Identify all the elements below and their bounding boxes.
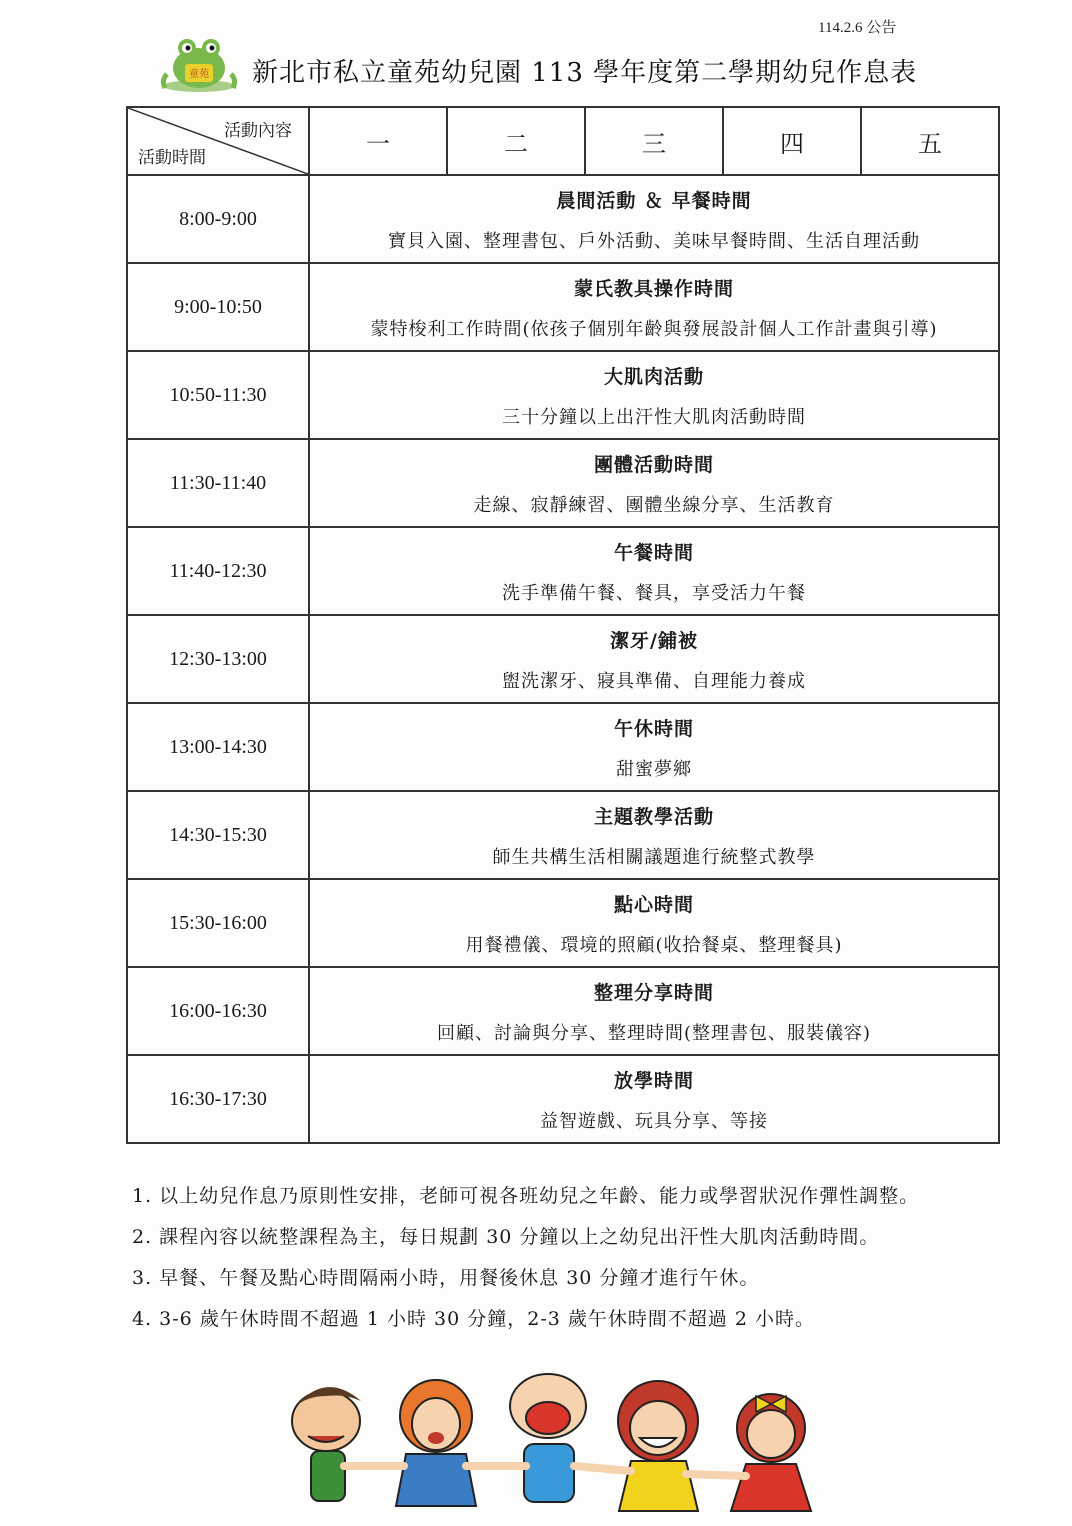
activity-cell [309, 703, 999, 791]
logo-text: 童苑 [189, 69, 209, 80]
day-header-mon: 一 [309, 107, 447, 175]
activity-cell [309, 879, 999, 967]
activity-desc: 蒙特梭利工作時間(依孩子個別年齡與發展設計個人工作計畫與引導) [370, 318, 938, 340]
time-cell: 8:00-9:00 [127, 175, 309, 263]
time-cell: 10:50-11:30 [127, 351, 309, 439]
activity-desc: 三十分鐘以上出汗性大肌肉活動時間 [502, 406, 806, 428]
table-row [127, 439, 999, 527]
time-cell: 14:30-15:30 [127, 791, 309, 879]
activity-cell [309, 1055, 999, 1143]
time-label: 活動時間 [138, 148, 206, 168]
table-row [127, 175, 999, 263]
activity-name: 大肌肉活動 [603, 365, 704, 388]
table-row [127, 351, 999, 439]
activity-name: 放學時間 [613, 1069, 694, 1092]
time-cell: 16:30-17:30 [127, 1055, 309, 1143]
activity-name: 晨間活動 ＆ 早餐時間 [556, 189, 752, 212]
time-cell: 16:00-16:30 [127, 967, 309, 1055]
activity-name: 主題教學活動 [593, 805, 714, 828]
table-header-row [127, 107, 999, 175]
day-header-thu: 四 [723, 107, 861, 175]
note-item: 4. 3-6 歲午休時間不超過 1 小時 30 分鐘，2-3 歲午休時間不超過 2 小時。 [132, 1308, 816, 1330]
table-row [127, 615, 999, 703]
content-label: 活動內容 [224, 121, 292, 141]
activity-desc: 走線、寂靜練習、團體坐線分享、生活教育 [473, 494, 835, 516]
activity-name: 潔牙/鋪被 [610, 629, 698, 652]
activity-desc: 甜蜜夢鄉 [616, 758, 692, 780]
note-item: 3. 早餐、午餐及點心時間隔兩小時，用餐後休息 30 分鐘才進行午休。 [132, 1267, 760, 1289]
activity-cell [309, 615, 999, 703]
table-row [127, 703, 999, 791]
activity-cell [309, 175, 999, 263]
children-holding-hands-illustration [286, 1366, 836, 1516]
table-row [127, 527, 999, 615]
table-row [127, 879, 999, 967]
notice-date: 114.2.6 公告 [818, 20, 897, 36]
time-cell: 12:30-13:00 [127, 615, 309, 703]
page-title: 新北市私立童苑幼兒園 113 學年度第二學期幼兒作息表 [252, 58, 918, 88]
activity-desc: 用餐禮儀、環境的照顧(收拾餐桌、整理餐具) [465, 934, 843, 956]
table-row [127, 791, 999, 879]
activity-cell [309, 263, 999, 351]
time-cell: 9:00-10:50 [127, 263, 309, 351]
note-item: 2. 課程內容以統整課程為主，每日規劃 30 分鐘以上之幼兒出汗性大肌肉活動時間。 [132, 1226, 880, 1248]
notes-list [132, 1176, 1012, 1340]
table-row [127, 263, 999, 351]
day-header-tue: 二 [447, 107, 585, 175]
activity-desc: 益智遊戲、玩具分享、等接 [540, 1110, 768, 1132]
activity-desc: 師生共構生活相關議題進行統整式教學 [492, 846, 816, 868]
note-item: 1. 以上幼兒作息乃原則性安排，老師可視各班幼兒之年齡、能力或學習狀況作彈性調整。 [132, 1185, 920, 1207]
activity-name: 整理分享時間 [593, 981, 714, 1004]
table-row [127, 1055, 999, 1143]
time-cell: 15:30-16:00 [127, 879, 309, 967]
day-header-fri: 五 [861, 107, 999, 175]
time-cell: 11:40-12:30 [127, 527, 309, 615]
activity-name: 午休時間 [613, 717, 694, 740]
time-cell: 13:00-14:30 [127, 703, 309, 791]
activity-name: 午餐時間 [613, 541, 694, 564]
activity-name: 團體活動時間 [593, 453, 714, 476]
activity-name: 點心時間 [613, 893, 694, 916]
time-cell: 11:30-11:40 [127, 439, 309, 527]
frog-logo-icon [157, 34, 241, 96]
activity-name: 蒙氏教具操作時間 [573, 277, 734, 300]
activity-desc: 盥洗潔牙、寢具準備、自理能力養成 [502, 670, 806, 692]
activity-desc: 洗手準備午餐、餐具，享受活力午餐 [502, 582, 806, 604]
activity-desc: 回顧、討論與分享、整理時間(整理書包、服裝儀容) [436, 1022, 872, 1044]
schedule-table [126, 106, 1000, 1144]
activity-desc: 寶貝入園、整理書包、戶外活動、美味早餐時間、生活自理活動 [388, 230, 920, 252]
diagonal-header-cell [127, 107, 309, 175]
activity-cell [309, 351, 999, 439]
table-row [127, 967, 999, 1055]
activity-cell [309, 527, 999, 615]
activity-cell [309, 967, 999, 1055]
activity-cell [309, 439, 999, 527]
day-header-wed: 三 [585, 107, 723, 175]
activity-cell [309, 791, 999, 879]
